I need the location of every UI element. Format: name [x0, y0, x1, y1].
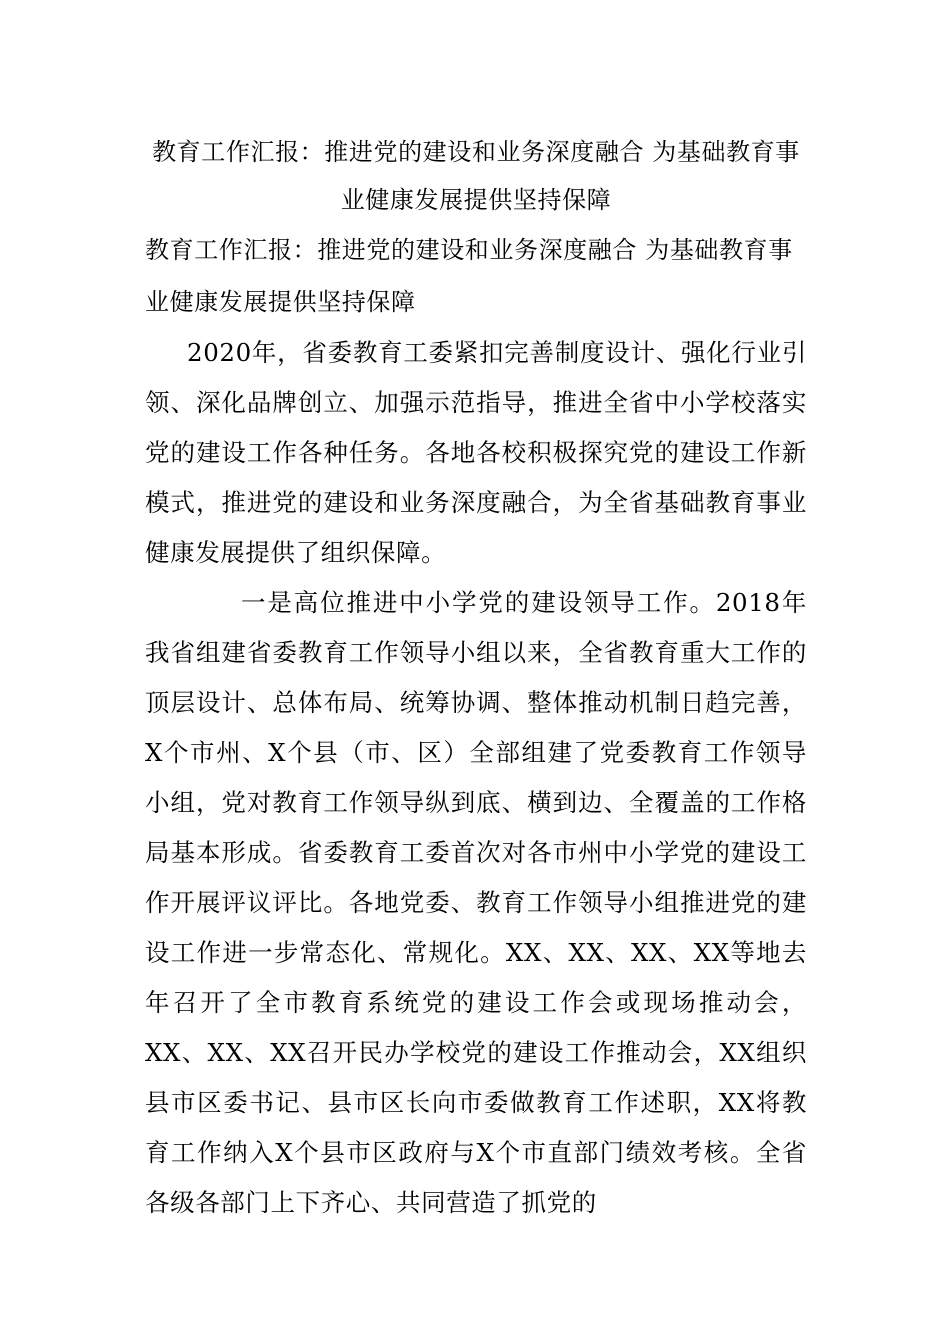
paragraph-intro: 2020年，省委教育工委紧扣完善制度设计、强化行业引领、深化品牌创立、加强示范指导，推进全省中小学校落实党的建设工作各种任务。各地各校积极探究党的建设工作新模式，推进党的建设和业务深度融合，为全省基础教育事业健康发展提供了组织保障。	[145, 338, 807, 567]
paragraph-leadership: 一是高位推进中小学党的建设领导工作。2018年我省组建省委教育工作领导小组以来，全省教育重大工作的顶层设计、总体布局、统筹协调、整体推动机制日趋完善，X个市州、X个县（市、区）全部组建了党委教育工作领导小组，党对教育工作领导纵到底、横到边、全覆盖的工作格局基本形成。省委教育工委首次对各市州中小学党的建设工作开展评议评比。各地党委、教育工作领导小组推进党的建设工作进一步常态化、常规化。XX、XX、XX、XX等地去年召开了全市教育系统党的建设工作会或现场推动会，XX、XX、XX召开民办学校党的建设工作推动会，XX组织县市区委书记、县市区长向市委做教育工作述职，XX将教育工作纳入X个县市区政府与X个市直部门绩效考核。全省各级各部门上下齐心、共同营造了抓党的	[145, 588, 807, 1217]
document-title: 教育工作汇报：推进党的建设和业务深度融合 为基础教育事业健康发展提供坚持保障	[152, 138, 800, 214]
document-body	[145, 128, 807, 1228]
document-subtitle: 教育工作汇报：推进党的建设和业务深度融合 为基础教育事业健康发展提供坚持保障	[145, 236, 793, 316]
